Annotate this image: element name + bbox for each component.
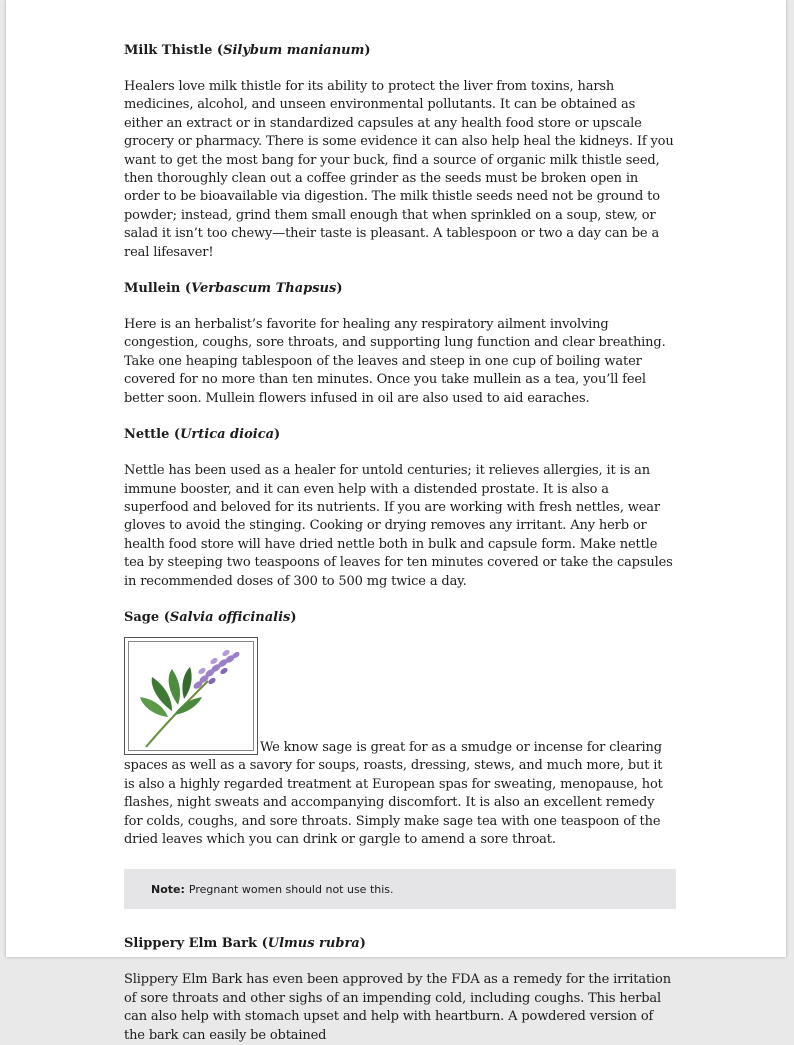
section-title-slippery-elm: Slippery Elm Bark (Ulmus rubra) [124,936,366,952]
section-title-mullein: Mullein (Verbascum Thapsus) [124,281,343,297]
section-body-sage: We know sage is great for as a smudge or incense for clearing spaces as well as a savory for soups, roasts, dressing, stews, and much more, but it is also a highly regarded treatment at European spas for sweating, menopause, hot flashes, night sweats and accompanying discomfort. It is also an excellent remedy for colds, coughs, and sore throats. Simply make sage tea with one teaspoon of the dried leaves which you can drink or gargle to amend a sore throat. [124,739,663,847]
document-page [6,0,786,1043]
sage-block [124,637,676,849]
section-body-slippery-elm: Slippery Elm Bark has even been approved by the FDA as a remedy for the irritation of sore throats and other sighs of an impending cold, including coughs. This herbal can also help with stomach upset and help with heartburn. A powdered version of the bark can easily be obtained [124,972,671,1043]
sage-sprig-icon [128,641,254,751]
section-title-nettle: Nettle (Urtica dioica) [124,427,281,443]
section-title-sage: Sage (Salvia officinalis) [124,609,297,625]
document-content [124,40,676,1045]
section-title-milk-thistle: Milk Thistle (Silybum manianum) [124,43,371,58]
pregnancy-note [124,869,676,909]
section-body-mullein: Here is an herbalist’s favorite for healing any respiratory ailment involving congestion, coughs, sore throats, and supporting lung function and clear breathing. Take one heaping tablespoon of the leaves and steep in one cup of boiling water covered for no more than ten minutes. Once you take mullein as a tea, you’ll feel better soon. Mullein flowers infused in oil are also used to aid earaches. [124,317,666,406]
note-text: Pregnant women should not use this. [188,882,394,896]
section-body-milk-thistle: Healers love milk thistle for its ability to protect the liver from toxins, harsh medicines, alcohol, and unseen environmental pollutants. It can be obtained as either an extract or in standardized capsules at any health food store or upscale grocery or pharmacy. There is some evidence it can also help heal the kidneys. If you want to get the most bang for your buck, find a source of organic milk thistle seed, then thoroughly clean out a coffee grinder as the seeds must be broken open in order to be bioavailable via digestion. The milk thistle seeds need not be ground to powder; instead, grind them small enough that when sprinkled on a soup, stew, or salad it isn’t too chewy—their taste is pleasant. A tablespoon or two a day can be a real lifesaver! [124,79,674,260]
note-label: Note: [151,882,185,896]
sage-illustration [124,637,258,755]
section-body-nettle: Nettle has been used as a healer for untold centuries; it relieves allergies, it is an immune booster, and it can even help with a distended prostate. It is also a superfood and beloved for its nutrients. If you are working with fresh nettles, wear gloves to avoid the stinging. Cooking or drying removes any irritant. Any herb or health food store will have dried nettle both in bulk and capsule form. Make nettle tea by steeping two teaspoons of leaves for ten minutes covered or take the capsules in recommended doses of 300 to 500 mg twice a day. [124,463,673,589]
